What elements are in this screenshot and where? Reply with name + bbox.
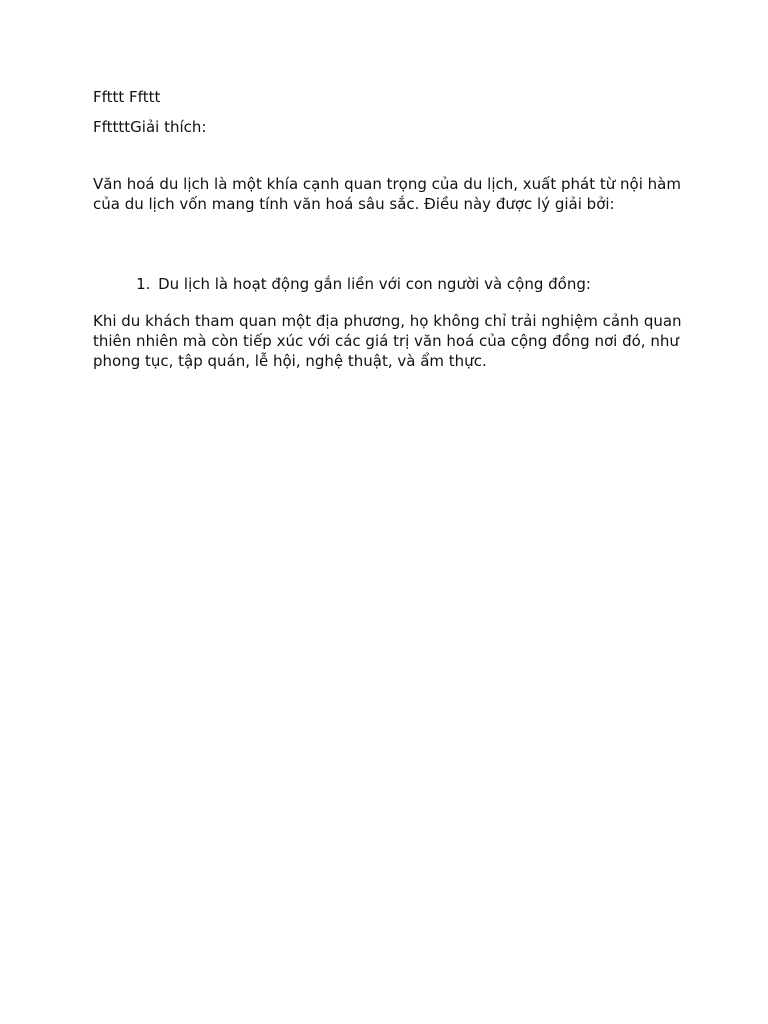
list-item xyxy=(117,254,677,314)
paragraph-1: Văn hoá du lịch là một khía cạnh quan trọng của du lịch, xuất phát từ nội hàm của du lịch vốn mang tính văn hoá sâu sắc. Điều này được lý giải bởi: xyxy=(93,175,686,213)
document-line-1: Ffttt Ffttt xyxy=(93,88,161,106)
list-item-text: Du lịch là hoạt động gắn liền với con người và cộng đồng: xyxy=(158,275,591,293)
document-line-2: FfttttGiải thích: xyxy=(93,118,207,136)
list-item-number: 1. xyxy=(136,275,151,293)
paragraph-2: Khi du khách tham quan một địa phương, họ không chỉ trải nghiệm cảnh quan thiên nhiên mà còn tiếp xúc với các giá trị văn hoá của cộng đồng nơi đó, như phong tục, tập quán, lễ hội, nghệ thuật, và ẩm thực. xyxy=(93,312,687,370)
